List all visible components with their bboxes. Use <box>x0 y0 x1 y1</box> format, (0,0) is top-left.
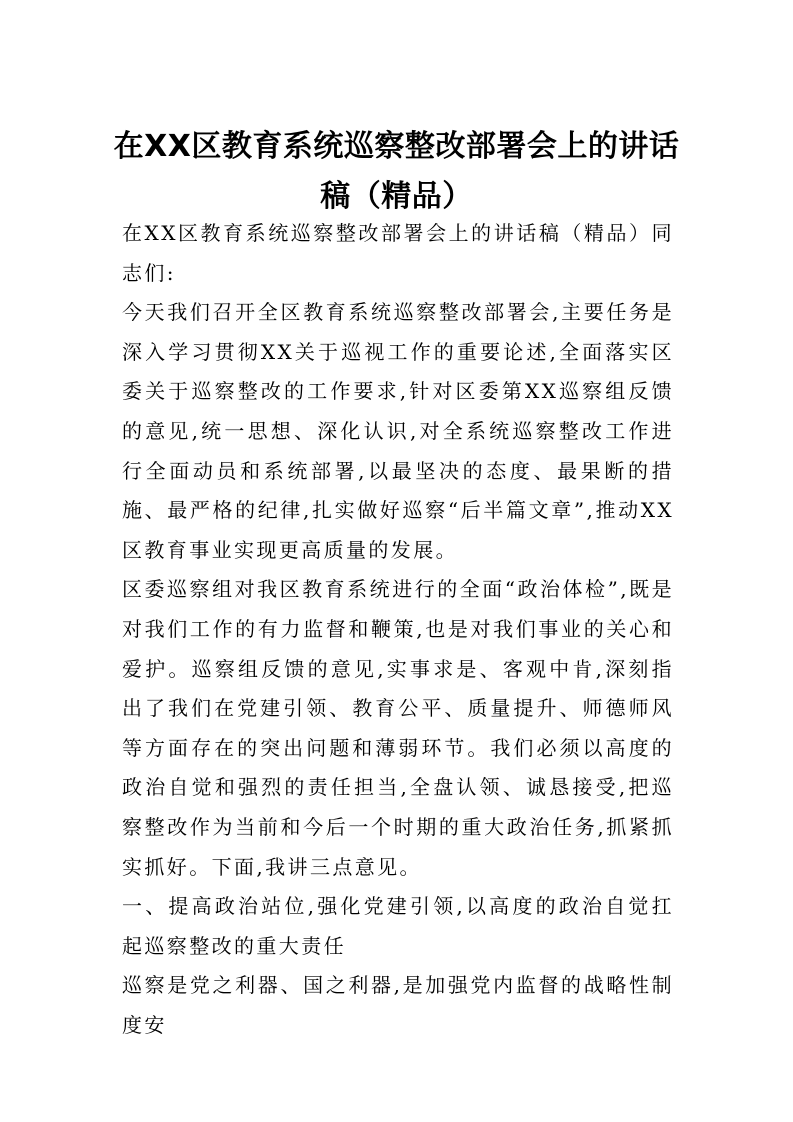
paragraph-salutation: 在XX区教育系统巡察整改部署会上的讲话稿（精品）同志们: <box>122 221 674 285</box>
paragraph-section-1-start: 巡察是党之利器、国之利器,是加强党内监督的战略性制度安 <box>122 973 674 1037</box>
document-body <box>122 214 674 1045</box>
section-heading-1: 一、提高政治站位,强化党建引领,以高度的政治自觉扛起巡察整改的重大责任 <box>122 894 674 958</box>
paragraph-inspection-feedback: 区委巡察组对我区教育系统进行的全面“政治体检”,既是对我们工作的有力监督和鞭策,也是对我们事业的关心和爱护。巡察组反馈的意见,实事求是、客观中肯,深刻指出了我们在党建引领、教育公平、质量提升、师德师风等方面存在的突出问题和薄弱环节。我们必须以高度的政治自觉和强烈的责任担当,全盘认领、诚恳接受,把巡察整改作为当前和今后一个时期的重大政治任务,抓紧抓实抓好。下面,我讲三点意见。 <box>122 577 674 879</box>
document-title: 在XX区教育系统巡察整改部署会上的讲话稿（精品） <box>113 129 680 214</box>
paragraph-intro: 今天我们召开全区教育系统巡察整改部署会,主要任务是深入学习贯彻XX关于巡视工作的重要论述,全面落实区委关于巡察整改的工作要求,针对区委第XX巡察组反馈的意见,统一思想、深化认识,对全系统巡察整改工作进行全面动员和系统部署,以最坚决的态度、最果断的措施、最严格的纪律,扎实做好巡察“后半篇文章”,推动XX区教育事业实现更高质量的发展。 <box>122 300 674 562</box>
